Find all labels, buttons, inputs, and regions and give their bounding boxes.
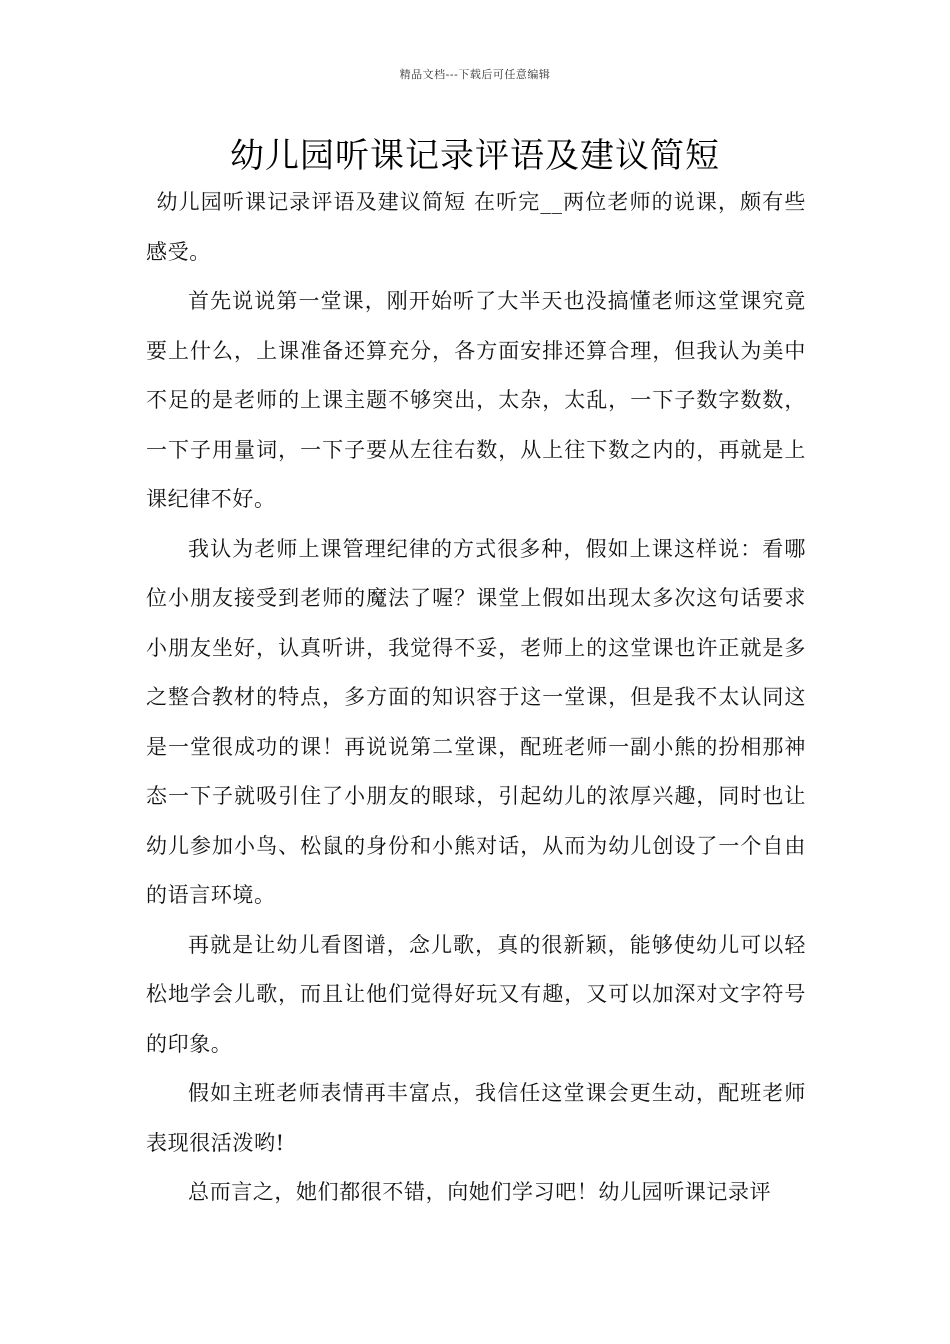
paragraph-conclusion: 总而言之，她们都很不错，向她们学习吧！幼儿园听课记录评 [188, 1180, 772, 1204]
document-body [146, 178, 806, 1218]
paragraph-first-lesson: 首先说说第一堂课，刚开始听了大半天也没搞懂老师这堂课究竟要上什么，上课准备还算充分，各方面安排还算合理，但我认为美中不足的是老师的上课主题不够突出，太杂，太乱，一下子数字数数，一下子用量词，一下子要从左往右数，从上往下数之内的，再就是上课纪律不好。 [146, 289, 806, 511]
paragraph-suggestion: 假如主班老师表情再丰富点，我信任这堂课会更生动，配班老师表现很活泼哟! [146, 1081, 806, 1155]
paragraph-discipline: 我认为老师上课管理纪律的方式很多种，假如上课这样说：看哪位小朋友接受到老师的魔法了喔？课堂上假如出现太多次这句话要求小朋友坐好，认真听讲，我觉得不妥，老师上的这堂课也许正就是多之整合教材的特点，多方面的知识容于这一堂课，但是我不太认同这是一堂很成功的课！再说说第二堂课，配班老师一副小熊的扮相那神态一下子就吸引住了小朋友的眼球，引起幼儿的浓厚兴趣，同时也让幼儿参加小鸟、松鼠的身份和小熊对话，从而为幼儿创设了一个自由的语言环境。 [146, 536, 806, 907]
paragraph-song-chart: 再就是让幼儿看图谱，念儿歌，真的很新颖，能够使幼儿可以轻松地学会儿歌，而且让他们觉得好玩又有趣，又可以加深对文字符号的印象。 [146, 932, 806, 1056]
document-title: 幼儿园听课记录评语及建议简短 [230, 136, 720, 176]
paragraph-intro: 幼儿园听课记录评语及建议简短 在听完__两位老师的说课，颇有些感受。 [146, 190, 806, 264]
header-note: 精品文档---下载后可任意编辑 [399, 68, 551, 81]
